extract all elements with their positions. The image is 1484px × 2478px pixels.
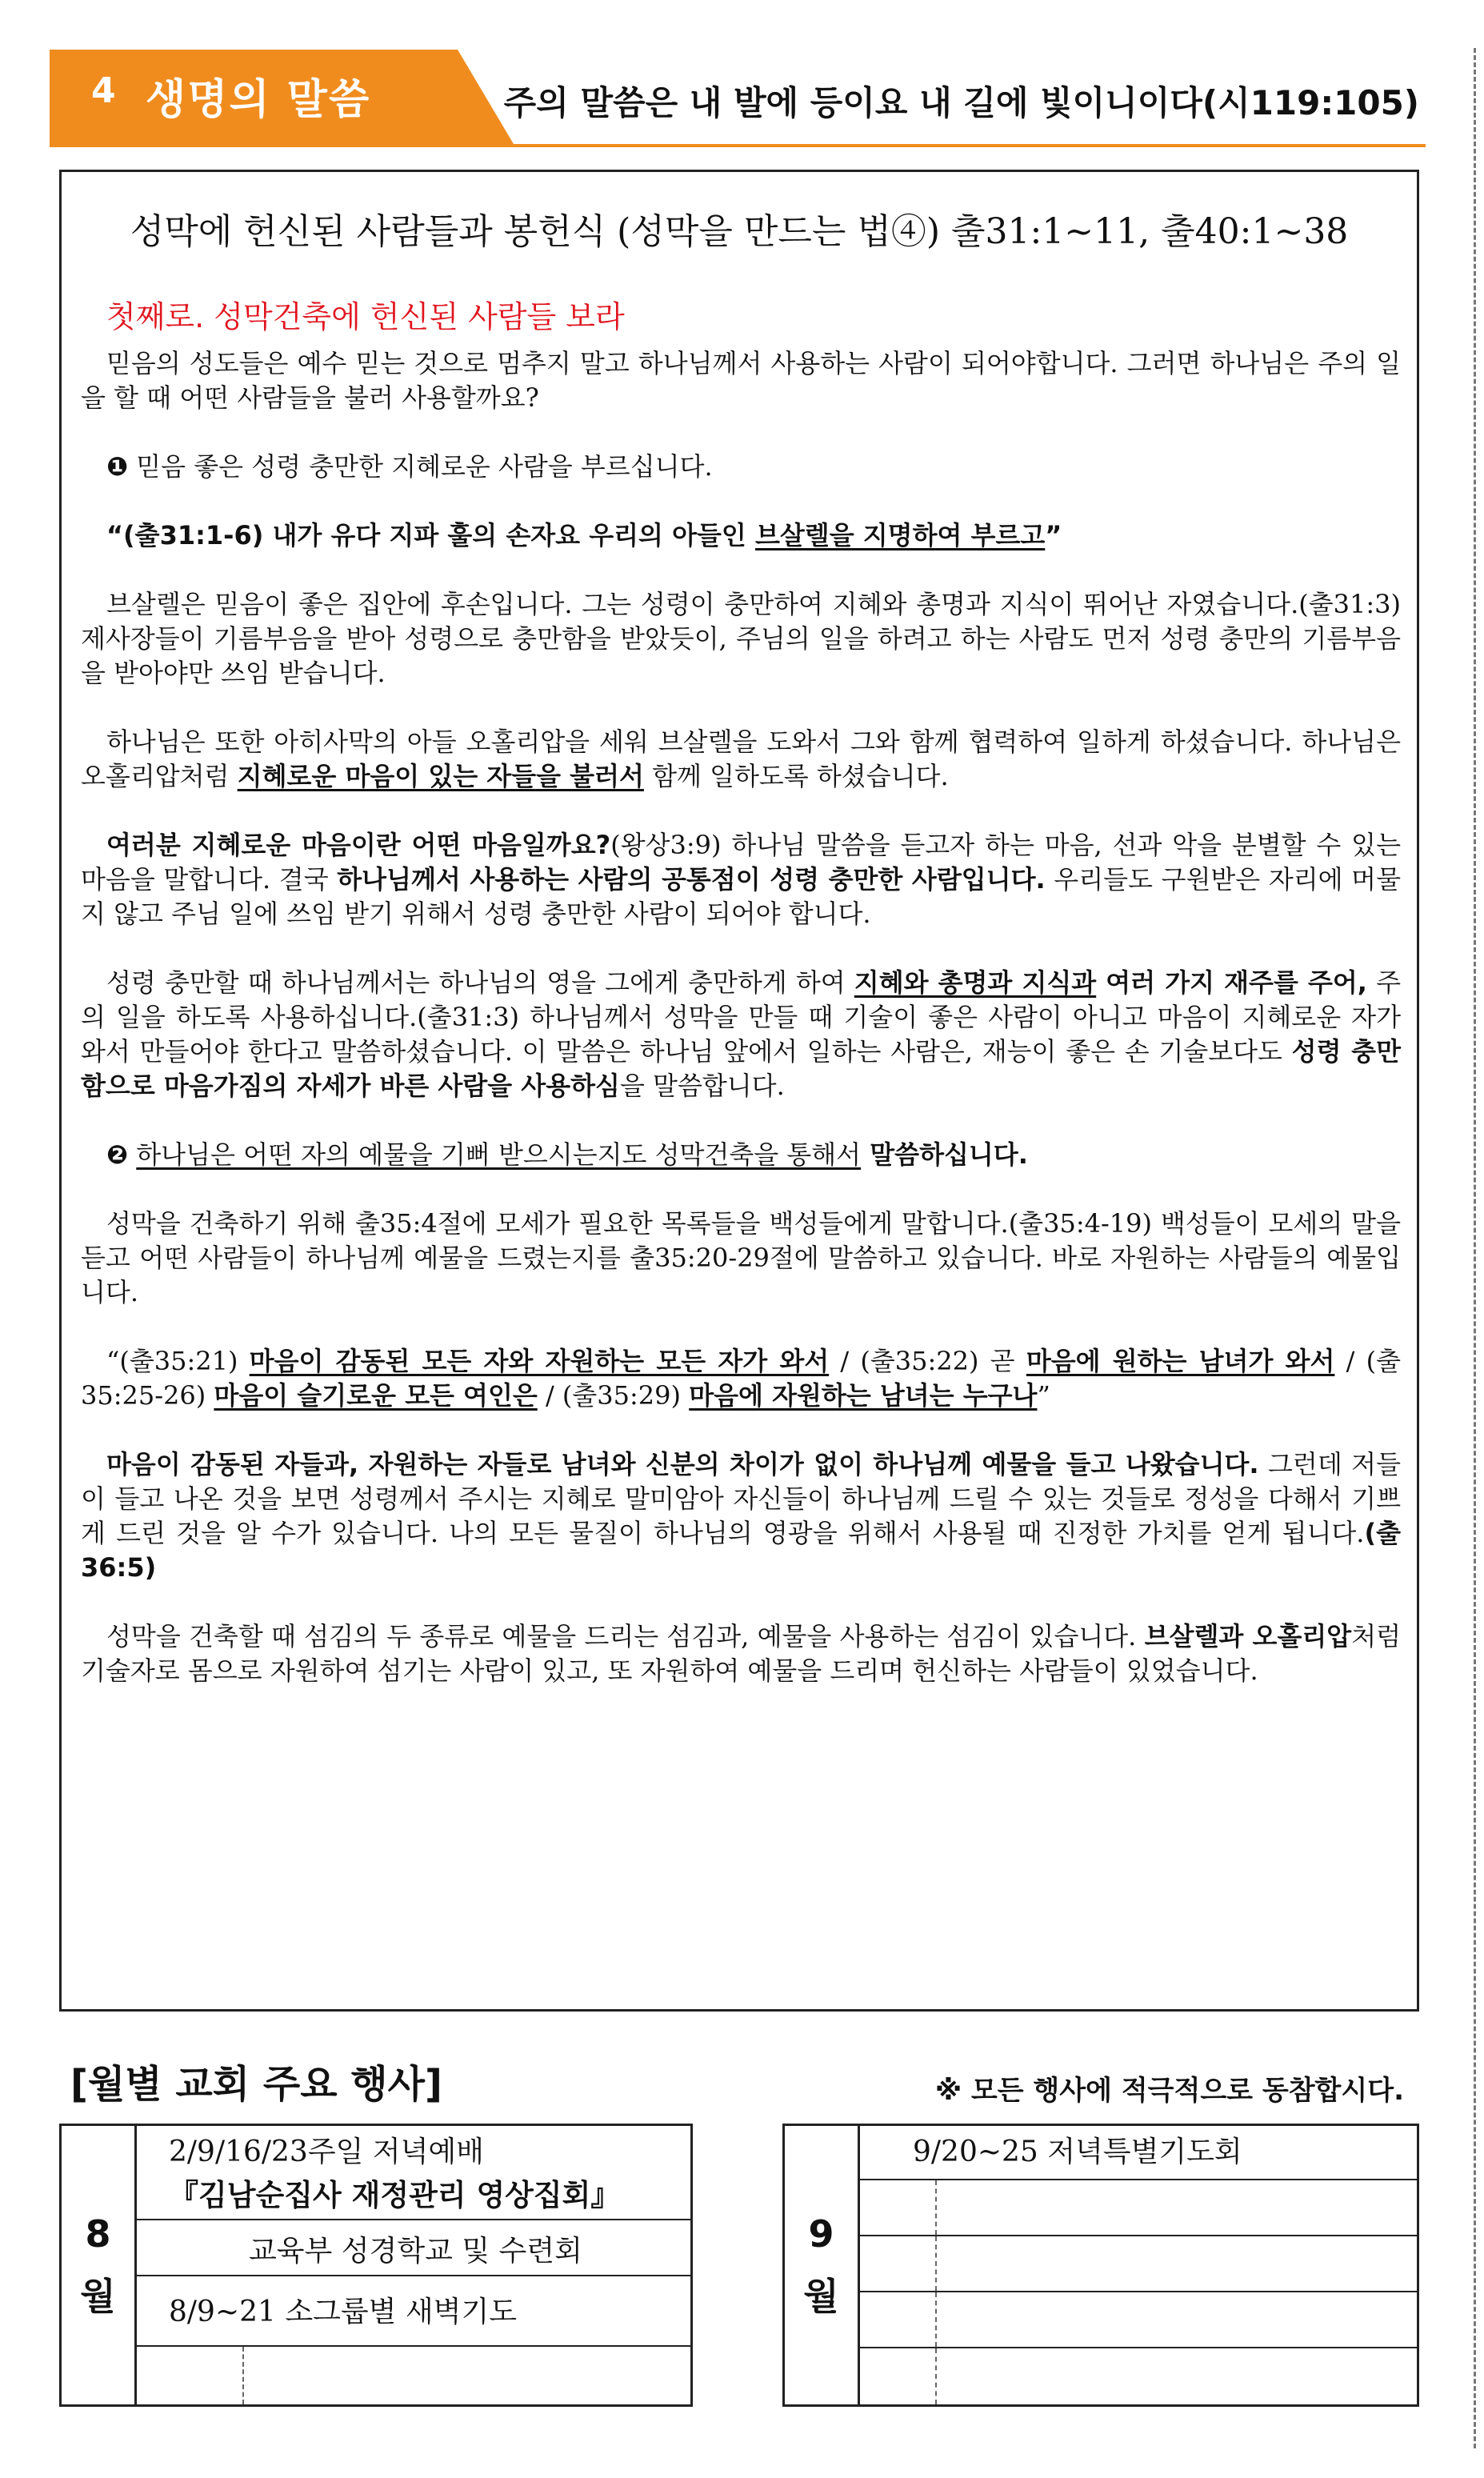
p5-underlined: 지혜와 총명과 지식과 <box>854 967 1097 998</box>
table-row <box>860 2292 1417 2348</box>
column-divider <box>935 2236 937 2291</box>
p5-bold-e: 성령 충만함으로 마음가짐의 자세가 바른 사람을 사용하심 <box>81 1036 1401 1101</box>
table-row <box>860 2236 1417 2292</box>
column-divider <box>935 2180 937 2235</box>
p5-text-a: 성령 충만할 때 하나님께서는 하나님의 영을 그에게 충만하게 하여 <box>106 967 854 998</box>
point-2-marker: ❷ <box>106 1139 129 1170</box>
paragraph-1: 믿음의 성도들은 예수 믿는 것으로 멈추지 말고 하나님께서 사용하는 사람이 되어야합니다. 그러면 하나님은 주의 일을 할 때 어떤 사람들을 불러 사용할까요? <box>81 348 1401 413</box>
paragraph-5 <box>81 966 1401 1103</box>
paragraph-6: 성막을 건축하기 위해 출35:4절에 모세가 필요한 목록들을 백성들에게 말합니다.(출35:4-19) 백성들이 모세의 말을 듣고 어떤 사람들이 하나님께 예물을 드렸는지를 출35:20-29절에 말씀하고 있습니다. 바로 자원하는 사람들의 예물입니다. <box>81 1208 1401 1307</box>
quote-2-ref-3: / (출35:25-26) <box>81 1346 1401 1411</box>
event-text: 『김남순집사 재정관리 영상집회』 <box>169 2178 621 2212</box>
header-verse: 주의 말씀은 내 발에 등이요 내 길에 빛이니이다(시119:105) <box>503 83 1419 122</box>
quote-2-ref-4: / (출35:29) <box>537 1380 690 1411</box>
p8-text-c: 처럼 기술자로 몸으로 자원하여 섬기는 사람이 있고, 또 자원하여 예물을 드리며 헌신하는 사람들이 있었습니다. <box>81 1621 1402 1686</box>
quote-2-part-3: 마음이 슬기로운 모든 여인은 <box>214 1380 538 1411</box>
month-unit: 월 <box>80 2275 116 2318</box>
paragraph-8 <box>81 1619 1401 1688</box>
column-divider <box>935 2292 937 2347</box>
sermon-body <box>81 346 1401 1723</box>
point-2 <box>81 1138 1401 1172</box>
table-row <box>137 2347 690 2404</box>
table-row <box>137 2220 690 2276</box>
quote-2-close: ” <box>1037 1380 1050 1411</box>
paragraph-7 <box>81 1447 1401 1585</box>
p4-text-d: 우리들도 구원받은 자리에 머물지 않고 주님 일에 쓰임 받기 위해서 성령 충만한 사람이 되어야 합니다. <box>81 864 1401 929</box>
quote-2-part-2: 마음에 원하는 남녀가 와서 <box>1026 1346 1335 1376</box>
events-note: ※ 모든 행사에 적극적으로 동참합시다. <box>935 2075 1404 2107</box>
table-row <box>860 2126 1417 2180</box>
table-row <box>860 2180 1417 2236</box>
quote-1-close: ” <box>1045 520 1062 550</box>
event-text: 8/9~21 소그룹별 새벽기도 <box>169 2296 518 2328</box>
fold-line <box>1474 48 1476 2448</box>
p4-text-b: (왕상3:9) 하나님 말씀을 듣고자 하는 마음, 선과 악을 분별할 수 있는 마음을 말합니다. 결국 <box>81 830 1401 895</box>
month-unit: 월 <box>803 2275 839 2318</box>
p4-bold-c: 하나님께서 사용하는 사람의 공통점이 성령 충만한 사람입니다. <box>337 864 1046 895</box>
event-text: 9/20~25 저녁특별기도회 <box>913 2136 1242 2168</box>
point-2-underlined: 하나님은 어떤 자의 예물을 기뻐 받으시는지도 성막건축을 통해서 <box>136 1139 862 1170</box>
page-header <box>50 50 1426 147</box>
point-1-marker: ❶ <box>106 451 129 482</box>
month-label-august <box>62 2126 137 2404</box>
p5-text-d: 주의 일을 하도록 사용하십니다.(출31:3) 하나님께서 성막을 만들 때 기술이 좋은 사람이 아니고 마음이 지혜로운 자가 와서 만들어야 한다고 말씀하셨습니다. 이 말씀은 하나님 앞에서 일하는 사람은, 재능이 좋은 손 기술보다도 <box>81 967 1401 1067</box>
quote-2-ref-1: “(출35:21) <box>106 1346 250 1376</box>
event-text: 교육부 성경학교 및 수련회 <box>249 2235 582 2268</box>
month-label-september <box>785 2126 860 2404</box>
month-number: 9 <box>808 2212 834 2256</box>
quote-2-part-1: 마음이 감동된 모든 자와 자원하는 모든 자가 와서 <box>249 1346 830 1376</box>
events-title: [월별 교회 주요 행사] <box>70 2062 442 2107</box>
p4-bold-a: 여러분 지혜로운 마음이란 어떤 마음일까요? <box>106 830 611 860</box>
quote-2-ref-2: / (출35:22) 곧 <box>829 1346 1026 1376</box>
paragraph-2: 브살렐은 믿음이 좋은 집안에 후손입니다. 그는 성령이 충만하여 지혜와 총명과 지식이 뛰어난 자였습니다.(출31:3) 제사장들이 기름부음을 받아 성령으로 충만함을 받았듯이, 주님의 일을 하려고 하는 사람도 먼저 성령 충만의 기름부음을 받아야만 쓰임 받습니다. <box>81 589 1401 688</box>
quote-1-underlined: 브살렐을 지명하여 부르고 <box>754 520 1046 550</box>
table-row <box>137 2126 690 2220</box>
september-schedule <box>782 2124 1419 2407</box>
event-text: 2/9/16/23주일 저녁예배 <box>169 2136 484 2168</box>
p3-text-a: 하나님은 또한 아히사막의 아들 오홀리압을 세워 브살렐을 도와서 그와 함께 협력하여 일하게 하셨습니다. 하나님은 오홀리압처럼 <box>81 727 1401 791</box>
point-1 <box>81 450 1401 484</box>
paragraph-3 <box>81 725 1401 794</box>
quote-1 <box>81 518 1401 553</box>
p8-bold-b: 브살렐과 오홀리압 <box>1144 1621 1352 1651</box>
sermon-box <box>59 170 1419 2012</box>
section-title: 생명의 말씀 <box>146 76 371 124</box>
point-1-text: 믿음 좋은 성령 충만한 지혜로운 사람을 부르십니다. <box>136 451 713 482</box>
p3-text-c: 함께 일하도록 하셨습니다. <box>643 761 949 791</box>
column-divider <box>242 2347 244 2404</box>
quote-2-part-4: 마음에 자원하는 남녀는 누구나 <box>689 1380 1038 1411</box>
page-number: 4 <box>91 70 116 111</box>
p8-text-a: 성막을 건축할 때 섬김의 두 종류로 예물을 드리는 섬김과, 예물을 사용하는 섬김이 있습니다. <box>106 1621 1145 1651</box>
p7-bold-c: (출36:5) <box>81 1518 1401 1583</box>
header-divider <box>50 144 1426 147</box>
p7-bold-a: 마음이 감동된 자들과, 자원하는 자들로 남녀와 신분의 차이가 없이 하나님께 예물을 들고 나왔습니다. <box>106 1449 1259 1479</box>
p5-text-f: 을 말씀합니다. <box>619 1071 785 1101</box>
p5-bold-c: 여러 가지 재주를 주어, <box>1096 967 1367 998</box>
p7-text-b: 그런데 저들이 들고 나온 것을 보면 성령께서 주시는 지혜로 말미암아 자신들이 하나님께 드릴 수 있는 것들로 정성을 다해서 기쁘게 드린 것을 알 수가 있습니다. 나의 모든 물질이 하나님의 영광을 위해서 사용될 때 진정한 가치를 얻게 됩니다. <box>81 1449 1401 1548</box>
paragraph-4 <box>81 828 1401 931</box>
quote-1-ref: “(출31:1-6) 내가 유다 지파 훌의 손자요 우리의 아들인 <box>106 520 755 550</box>
section-heading: 첫째로. 성막건축에 헌신된 사람들 보라 <box>106 299 625 334</box>
point-2-bold: 말씀하십니다. <box>861 1139 1028 1170</box>
table-row <box>860 2348 1417 2404</box>
month-number: 8 <box>85 2212 111 2256</box>
p3-underlined: 지혜로운 마음이 있는 자들을 불러서 <box>237 761 644 791</box>
table-row <box>137 2276 690 2347</box>
august-schedule <box>59 2124 693 2407</box>
sermon-title: 성막에 헌신된 사람들과 봉헌식 (성막을 만드는 법④) 출31:1~11, 출40:1~38 <box>130 211 1349 252</box>
column-divider <box>935 2348 937 2404</box>
quote-2 <box>81 1344 1401 1413</box>
